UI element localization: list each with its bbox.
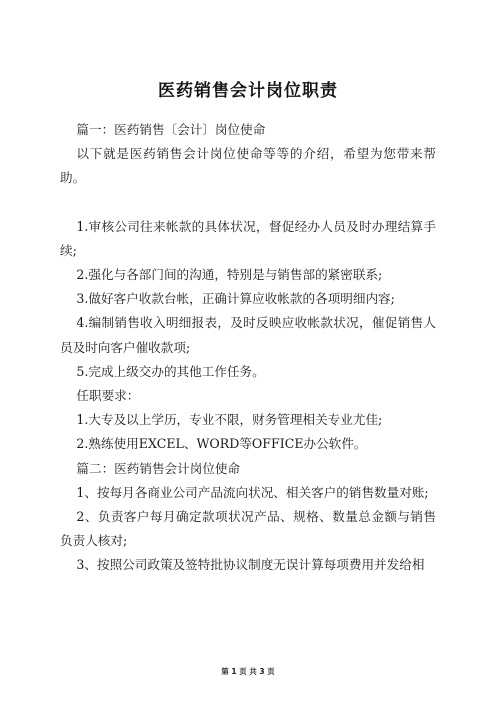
document-title: 医药销售会计岗位职责 <box>158 81 338 101</box>
section-heading-1: 篇一：医药销售〔会计〕岗位使命 <box>76 122 266 137</box>
duty-item-1: 1.审核公司往来帐款的具体状况，督促经办人员及时办理结算手续; <box>60 218 436 258</box>
blank-line <box>60 191 436 215</box>
requirements-heading: 任职要求： <box>76 388 140 404</box>
duty-item-2: 2.强化与各部门间的沟通，特别是与销售部的紧密联系; <box>76 267 383 283</box>
page-footer: 第 1 页 共 3 页 <box>221 667 275 676</box>
requirement-item-2: 2.熟练使用EXCEL、WORD等OFFICE办公软件。 <box>76 436 367 452</box>
intro-paragraph: 以下就是医药销售会计岗位使命等等的介绍，希望为您带来帮助。 <box>60 146 436 186</box>
document-body <box>60 118 436 578</box>
section2-item-2: 2、负责客户每月确定款项状况产品、规格、数量总金额与销售负责人核对; <box>60 509 436 549</box>
duty-item-5: 5.完成上级交办的其他工作任务。 <box>76 363 265 379</box>
duty-item-3: 3.做好客户收款台帐，正确计算应收帐款的各项明细内容; <box>76 291 395 307</box>
section2-item-3: 3、按照公司政策及签特批协议制度无误计算每项费用并发给相 <box>76 557 425 573</box>
section-heading-2: 篇二：医药销售会计岗位使命 <box>76 460 241 476</box>
duty-item-4: 4.编制销售收入明细报表，及时反映应收帐款状况，催促销售人员及时向客户催收款项; <box>60 315 436 355</box>
requirement-item-1: 1.大专及以上学历，专业不限，财务管理相关专业尤佳; <box>76 412 383 428</box>
section2-item-1: 1、按每月各商业公司产品流向状况、相关客户的销售数量对账; <box>76 484 429 500</box>
